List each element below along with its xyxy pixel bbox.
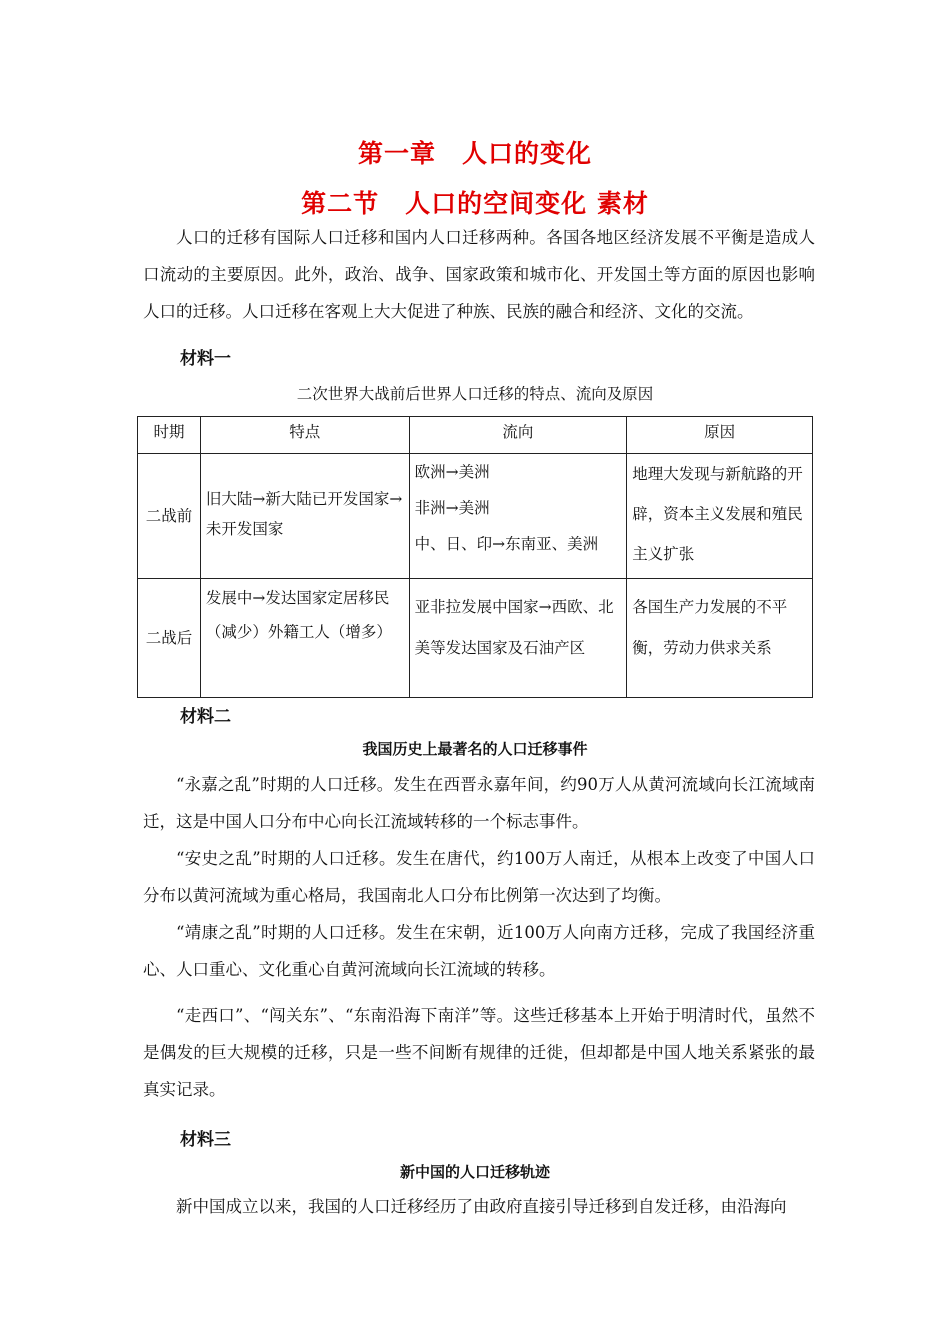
material2-paragraph: “靖康之乱”时期的人口迁移。发生在宋朝，近100万人向南方迁移，完成了我国经济重心、人口重心、文化重心自黄河流域向长江流域的转移。 (143, 923, 815, 979)
header-period: 时期 (138, 417, 201, 454)
row-period: 二战后 (138, 579, 201, 698)
material1-heading: 材料一 (180, 349, 231, 369)
material2-paragraph: “走西口”、“闯关东”、“东南沿海下南洋”等。这些迁移基本上开始于明清时代，虽然不是偶发的巨大规模的迁移，只是一些不间断有规律的迁徙，但却都是中国人地关系紧张的最真实记录。 (143, 1006, 815, 1099)
row-feature: 发展中→发达国家定居移民（减少）外籍工人（增多） (200, 579, 409, 698)
flow-line: 非洲→美洲 (414, 499, 490, 517)
material3-paragraph: 新中国成立以来，我国的人口迁移经历了由政府直接引导迁移到自发迁移，由沿海向 (176, 1197, 787, 1216)
table-header-row (138, 417, 813, 454)
header-reason: 原因 (627, 417, 813, 454)
chapter-title: 第一章 人口的变化 (357, 139, 592, 168)
row-flow (409, 579, 627, 698)
row-period: 二战前 (138, 454, 201, 579)
table-row (138, 579, 813, 698)
row-feature: 旧大陆→新大陆已开发国家→未开发国家 (200, 454, 409, 579)
table-caption: 二次世界大战前后世界人口迁移的特点、流向及原因 (296, 385, 654, 403)
header-flow: 流向 (409, 417, 627, 454)
row-flow (409, 454, 627, 579)
flow-line: 中、日、印→东南亚、美洲 (414, 535, 599, 553)
material2-heading: 材料二 (180, 707, 231, 727)
header-feature: 特点 (200, 417, 409, 454)
material3-heading: 材料三 (180, 1130, 231, 1150)
flow-line: 亚非拉发展中国家→西欧、北美等发达国家及石油产区 (414, 598, 614, 657)
row-reason: 地理大发现与新航路的开辟，资本主义发展和殖民主义扩张 (627, 454, 813, 579)
intro-paragraph: 人口的迁移有国际人口迁移和国内人口迁移两种。各国各地区经济发展不平衡是造成人口流动的主要原因。此外，政治、战争、国家政策和城市化、开发国土等方面的原因也影响人口的迁移。人口迁移在客观上大大促进了种族、民族的融合和经济、文化的交流。 (143, 228, 815, 321)
table-row (138, 454, 813, 579)
material2-subtitle: 我国历史上最著名的人口迁移事件 (362, 740, 588, 758)
flow-line: 欧洲→美洲 (414, 463, 490, 481)
section-title: 第二节 人口的空间变化 素材 (301, 189, 649, 218)
material2-paragraph: “永嘉之乱”时期的人口迁移。发生在西晋永嘉年间，约90万人从黄河流域向长江流域南迁，这是中国人口分布中心向长江流域转移的一个标志事件。 (143, 775, 815, 831)
row-reason: 各国生产力发展的不平衡，劳动力供求关系 (627, 579, 813, 698)
material3-subtitle: 新中国的人口迁移轨迹 (399, 1163, 550, 1181)
material2-paragraph: “安史之乱”时期的人口迁移。发生在唐代，约100万人南迁，从根本上改变了中国人口分布以黄河流域为重心格局，我国南北人口分布比例第一次达到了均衡。 (143, 849, 815, 905)
migration-table (137, 416, 813, 698)
